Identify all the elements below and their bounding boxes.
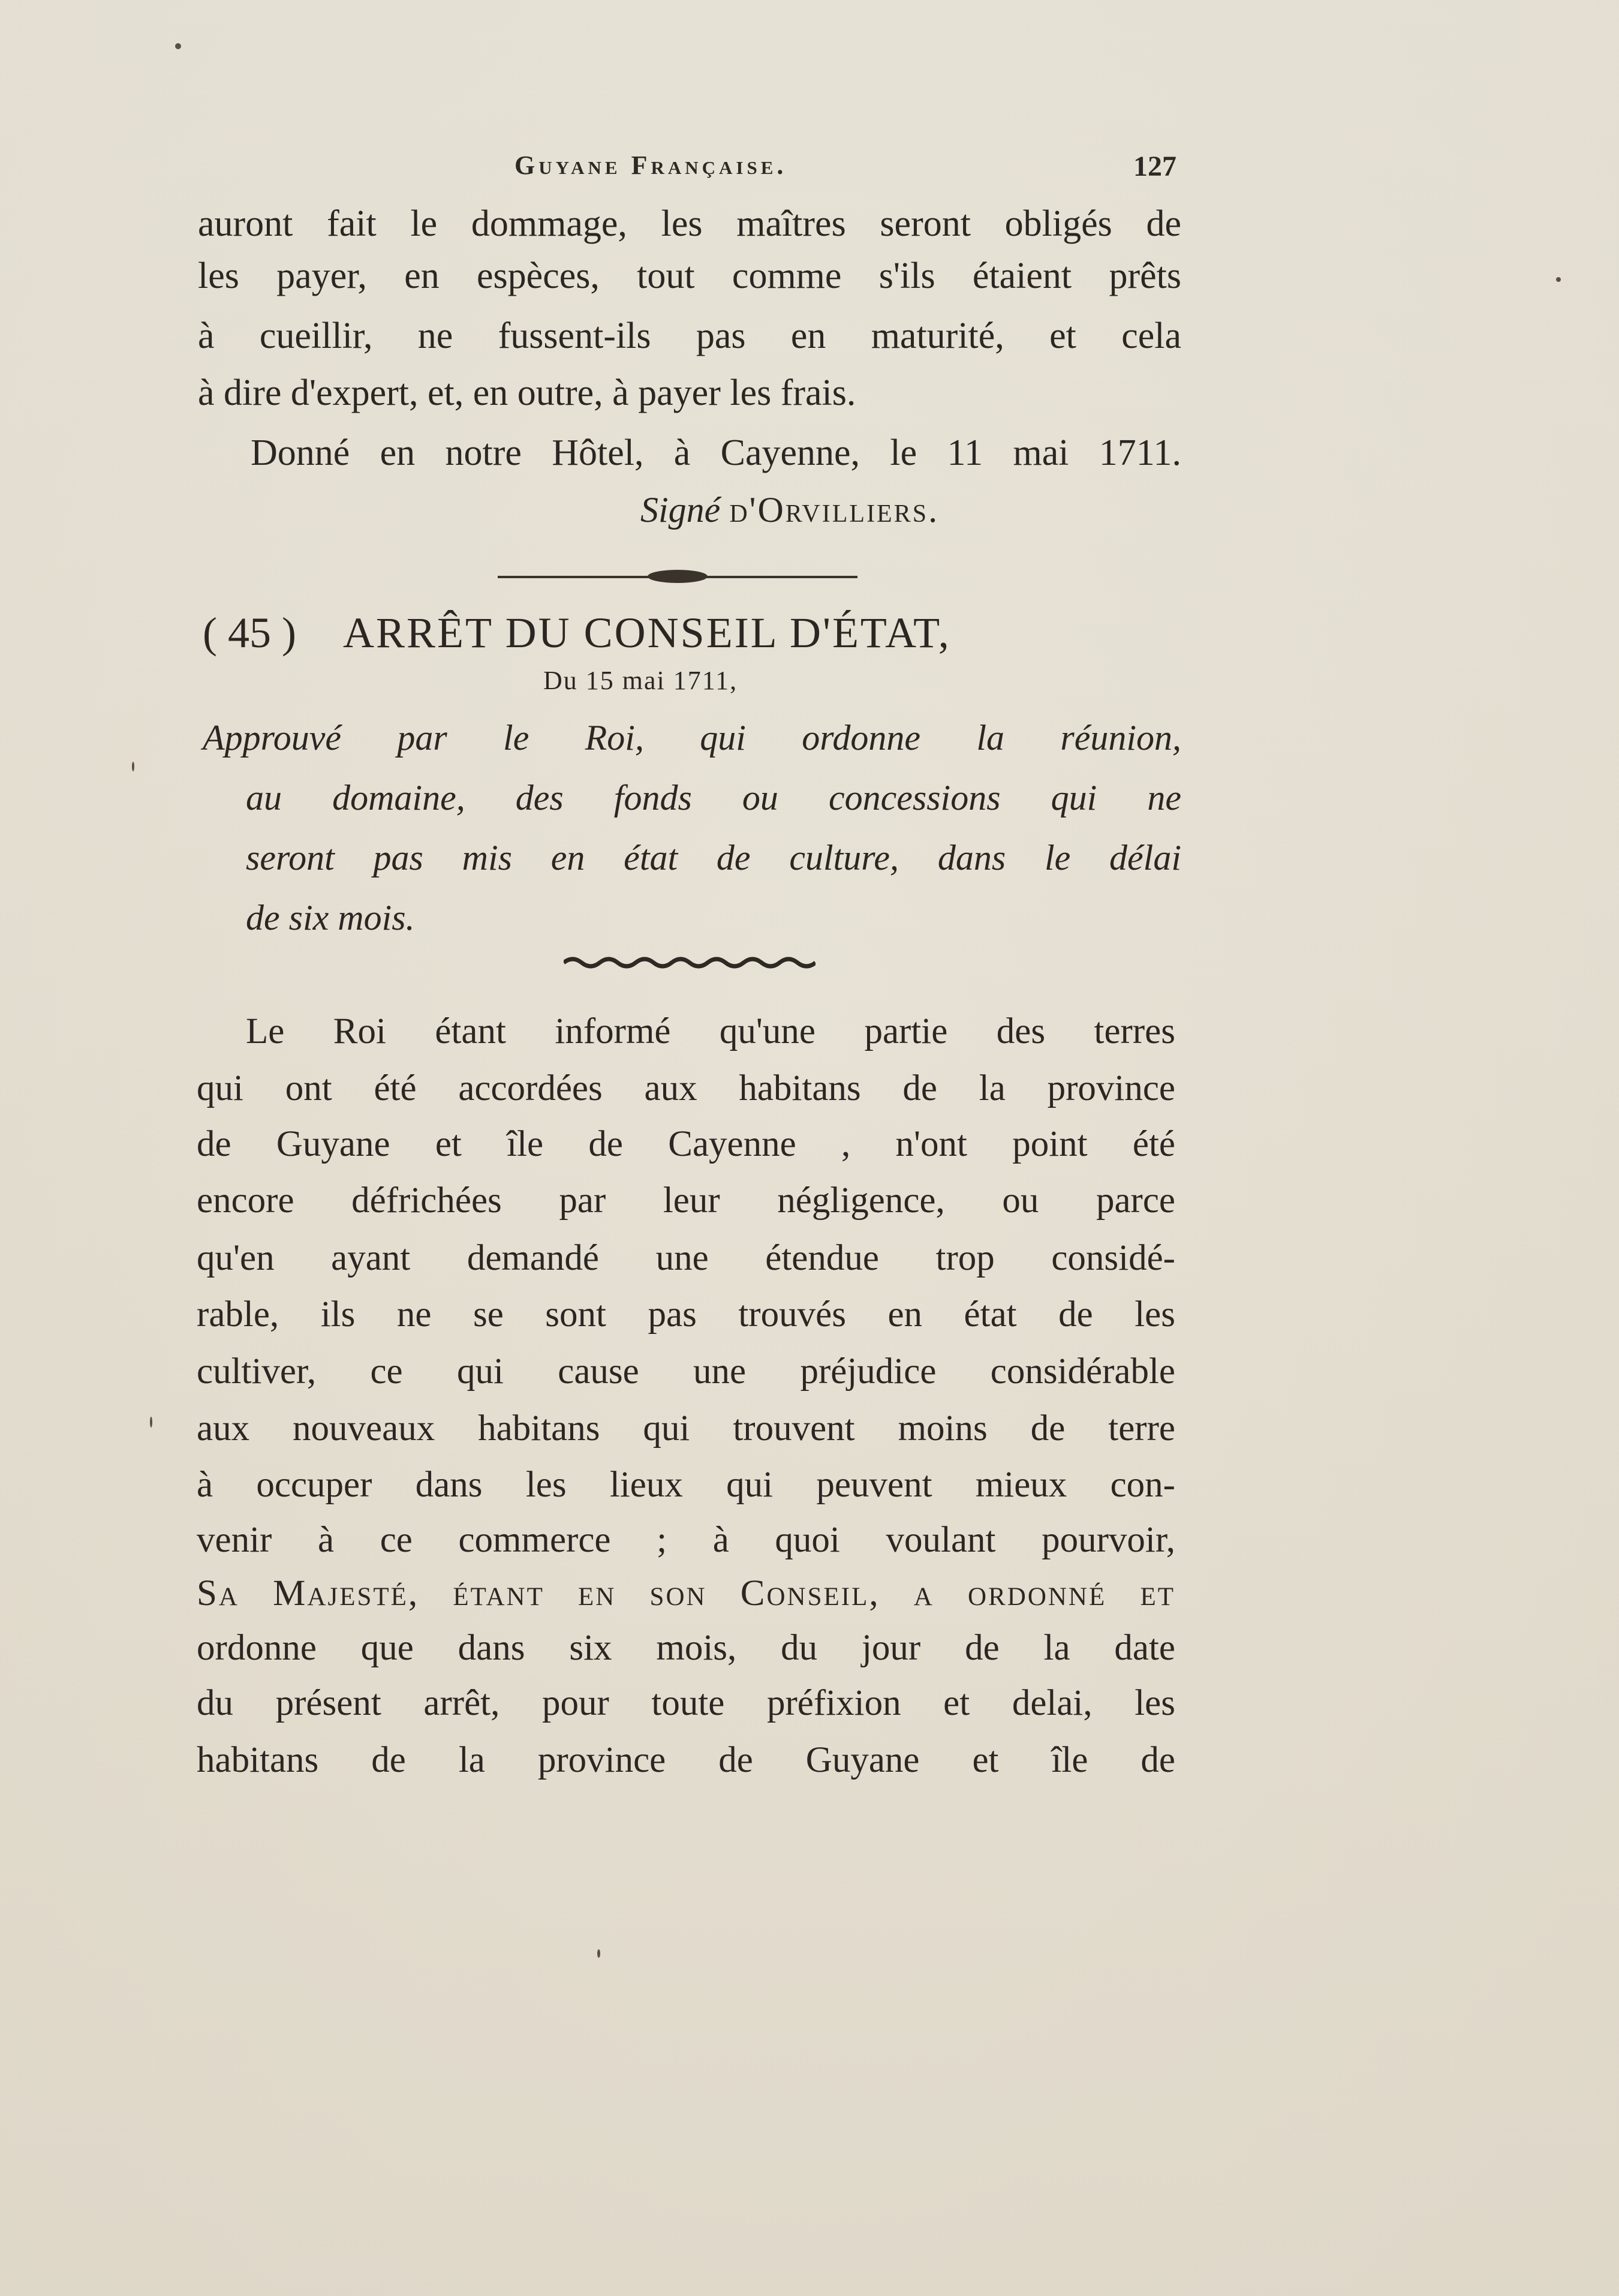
- text-line: Le Roi étant informé qu'une partie des terres: [246, 1011, 1175, 1051]
- text-line: cultiver, ce qui cause une préjudice considérable: [197, 1351, 1175, 1392]
- text-line: encore défrichées par leur négligence, ou parce: [197, 1180, 1175, 1221]
- decree-summary-line: seront pas mis en état de culture, dans le délai: [246, 838, 1181, 877]
- wavy-ornament: [564, 954, 815, 972]
- text-line: aux nouveaux habitans qui trouvent moins de terre: [197, 1408, 1175, 1448]
- text-line: habitans de la province de Guyane et île de: [197, 1740, 1175, 1780]
- paper-speck: [132, 762, 134, 771]
- text-line: ordonne que dans six mois, du jour de la date: [197, 1628, 1175, 1668]
- signature-line: [640, 486, 939, 534]
- text-line: de Guyane et île de Cayenne , n'ont point été: [197, 1124, 1175, 1164]
- text-line: qui ont été accordées aux habitans de la province: [197, 1068, 1175, 1108]
- page-number: 127: [1133, 151, 1176, 182]
- text-line: rable, ils ne se sont pas trouvés en état de les: [197, 1294, 1175, 1335]
- text-line: qu'en ayant demandé une étendue trop considé-: [197, 1238, 1175, 1278]
- decree-date: Du 15 mai 1711,: [543, 666, 738, 695]
- signature-prefix: Signé: [640, 490, 721, 530]
- paper-speck: [150, 1417, 152, 1428]
- decree-summary-line: Approuvé par le Roi, qui ordonne la réunion,: [203, 718, 1181, 758]
- given-line: Donné en notre Hôtel, à Cayenne, le 11 mai 1711.: [251, 432, 1181, 473]
- text-line: à cueillir, ne fussent-ils pas en maturité, et cela: [198, 315, 1181, 356]
- decree-title: ARRÊT DU CONSEIL D'ÉTAT,: [342, 609, 951, 657]
- rule-ornament: [648, 570, 708, 583]
- text-line: à occuper dans les lieux qui peuvent mieux con-: [197, 1465, 1175, 1505]
- decree-heading: [203, 606, 1126, 660]
- decree-summary-line: de six mois.: [246, 898, 415, 937]
- text-line: les payer, en espèces, tout comme s'ils étaient prêts: [198, 256, 1181, 296]
- text-line: auront fait le dommage, les maîtres seront obligés de: [198, 203, 1181, 244]
- text-line: venir à ce commerce ; à quoi voulant pourvoir,: [197, 1520, 1175, 1560]
- running-head: Guyane Française.: [514, 151, 787, 180]
- text-line: à dire d'expert, et, en outre, à payer les frais.: [198, 372, 856, 413]
- paper-speck: [597, 1949, 600, 1958]
- signature-name: d'Orvilliers.: [729, 490, 940, 530]
- paper-speck: [175, 43, 181, 49]
- decree-summary-line: au domaine, des fonds ou concessions qui ne: [246, 778, 1181, 818]
- paper-speck: [1556, 277, 1561, 282]
- text-line: [197, 1570, 1175, 1618]
- text-line: du présent arrêt, pour toute préfixion et delai, les: [197, 1683, 1175, 1723]
- decree-number: ( 45 ): [203, 609, 296, 657]
- text-line-segment: Sa Majesté, étant en son Conseil, a ordonné et: [197, 1573, 1175, 1613]
